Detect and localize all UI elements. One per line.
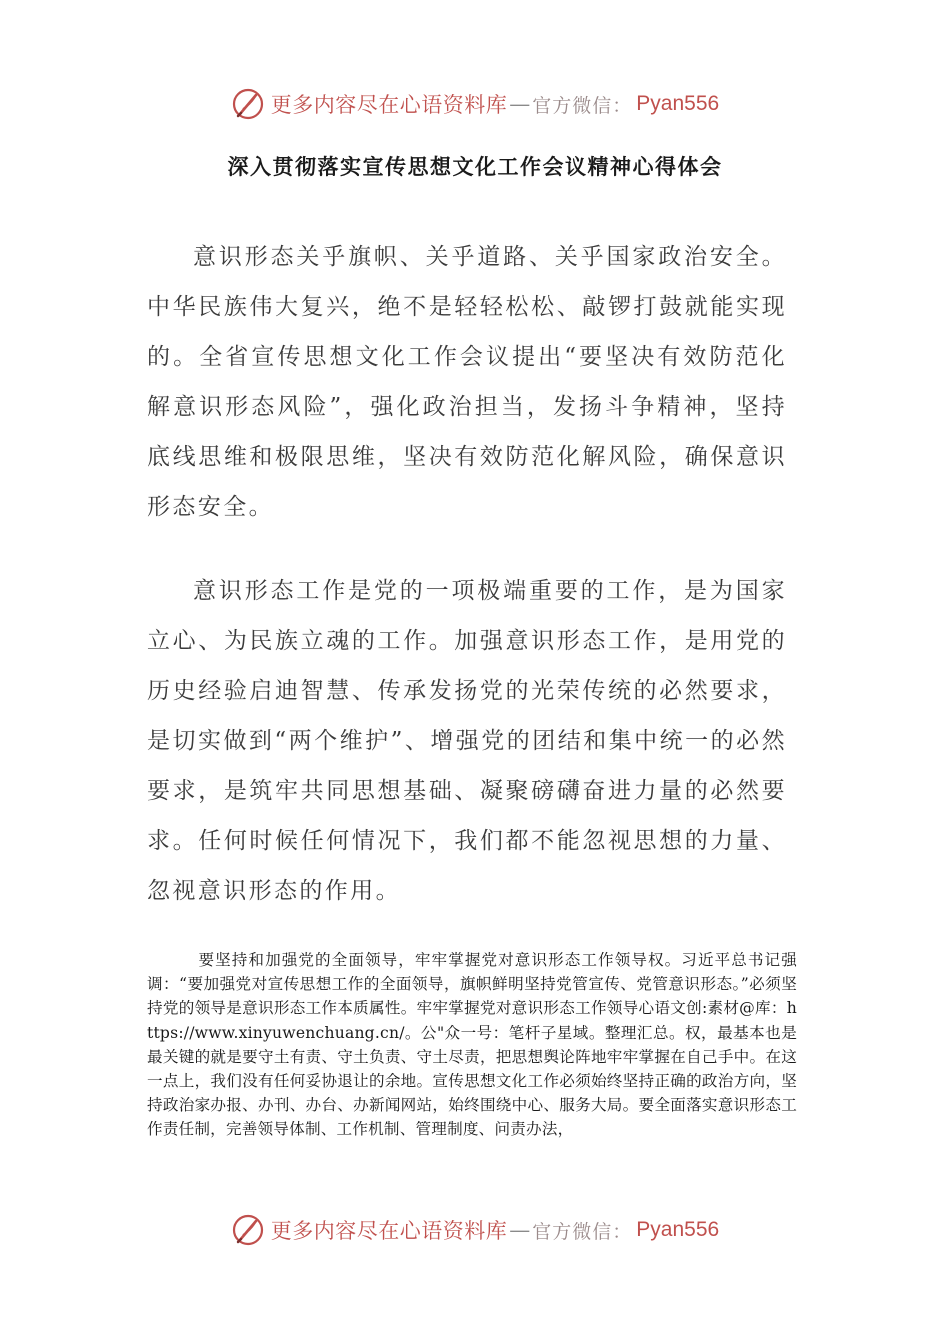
body-paragraph-1: 意识形态关乎旗帜、关乎道路、关乎国家政治安全。中华民族伟大复兴，绝不是轻轻松松、敲锣打鼓就能实现的。全省宣传思想文化工作会议提出“要坚决有效防范化解意识形态风险”，强化政治担当，发扬斗争精神，坚持底线思维和极限思维，坚决有效防范化解风险，确保意识形态安全。 bbox=[147, 244, 787, 520]
document-title: 深入贯彻落实宣传思想文化工作会议精神心得体会 bbox=[227, 155, 723, 179]
quill-logo-icon bbox=[231, 87, 265, 121]
quill-logo-icon bbox=[231, 1213, 265, 1247]
banner-separator: — bbox=[509, 92, 531, 116]
banner-wechat-label: 官方微信： bbox=[532, 94, 633, 117]
banner-wechat-label: 官方微信： bbox=[532, 1220, 633, 1243]
banner-wechat-id: Pyan556 bbox=[636, 1218, 720, 1241]
banner-slogan: 更多内容尽在心语资料库 bbox=[270, 1219, 508, 1243]
header-watermark-banner bbox=[0, 84, 950, 124]
body-paragraph-3-small: 要坚持和加强党的全面领导，牢牢掌握党对意识形态工作领导权。习近平总书记强调：“要加强党对宣传思想工作的全面领导，旗帜鲜明坚持党管宣传、党管意识形态。”必须坚持党的领导是意识形态工作本质属性。牢牢掌握党对意识形态工作领导心语文创:素材@库：https://www.xinyuwenchuang.cn/。公"众一号：笔杆子星域。整理汇总。权，最基本也是最关键的就是要守土有责、守土负责、守土尽责，把思想舆论阵地牢牢掌握在自己手中。在这一点上，我们没有任何妥协退让的余地。宣传思想文化工作必须始终坚持正确的政治方向，坚持政治家办报、办刊、办台、办新闻网站，始终围绕中心、服务大局。要全面落实意识形态工作责任制，完善领导体制、工作机制、管理制度、问责办法， bbox=[147, 951, 797, 1139]
banner-separator: — bbox=[509, 1218, 531, 1242]
banner-slogan: 更多内容尽在心语资料库 bbox=[270, 93, 508, 117]
body-paragraph-2: 意识形态工作是党的一项极端重要的工作，是为国家立心、为民族立魂的工作。加强意识形态工作，是用党的历史经验启迪智慧、传承发扬党的光荣传统的必然要求，是切实做到“两个维护”、增强党的团结和集中统一的必然要求，是筑牢共同思想基础、凝聚磅礴奋进力量的必然要求。任何时候任何情况下，我们都不能忽视思想的力量、忽视意识形态的作用。 bbox=[147, 578, 787, 904]
banner-wechat-id: Pyan556 bbox=[636, 92, 720, 115]
footer-watermark-banner bbox=[0, 1210, 950, 1250]
